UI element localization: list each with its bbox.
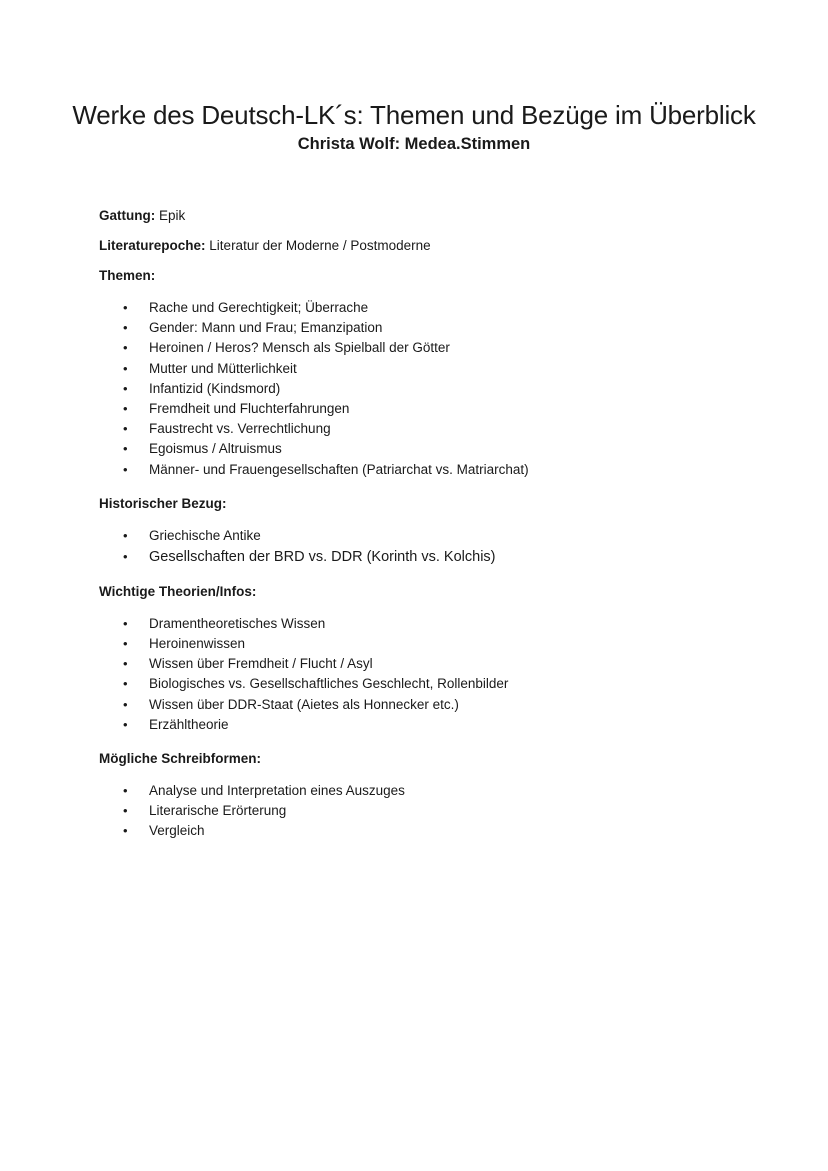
list-item xyxy=(99,546,779,568)
bullet-icon: • xyxy=(123,656,128,672)
writing-forms-heading: Mögliche Schreibformen: xyxy=(99,751,262,766)
genre-value: Epik xyxy=(159,208,186,223)
list-item-text: Biologisches vs. Gesellschaftliches Geschlecht, Rollenbilder xyxy=(149,676,509,692)
list-item-text: Infantizid (Kindsmord) xyxy=(149,380,281,396)
list-item xyxy=(99,801,779,821)
list-item xyxy=(99,399,779,419)
bullet-icon: • xyxy=(123,300,128,315)
genre-label: Gattung: xyxy=(99,208,156,223)
themes-list xyxy=(99,298,779,480)
list-item-text: Dramentheoretisches Wissen xyxy=(149,615,326,631)
list-item-text: Heroinen / Heros? Mensch als Spielball der Götter xyxy=(149,340,450,356)
bullet-icon: • xyxy=(123,320,128,336)
list-item-text: Gesellschaften der BRD vs. DDR (Korinth vs. Kolchis) xyxy=(149,548,496,565)
bullet-icon: • xyxy=(123,441,128,457)
epoch-value: Literatur der Moderne / Postmoderne xyxy=(209,238,431,253)
list-item-text: Mutter und Mütterlichkeit xyxy=(149,360,297,376)
bullet-icon: • xyxy=(123,803,128,819)
list-item xyxy=(99,318,779,338)
bullet-icon: • xyxy=(123,615,128,631)
theories-list xyxy=(99,614,779,735)
document-content xyxy=(99,207,779,842)
list-item-text: Egoismus / Altruismus xyxy=(149,441,282,457)
list-item-text: Männer- und Frauengesellschaften (Patriarchat vs. Matriarchat) xyxy=(149,461,529,477)
list-item-text: Wissen über Fremdheit / Flucht / Asyl xyxy=(149,656,373,672)
list-item xyxy=(99,715,779,735)
bullet-icon: • xyxy=(123,461,128,477)
bullet-icon: • xyxy=(123,783,128,798)
list-item xyxy=(99,460,779,480)
list-item-text: Faustrecht vs. Verrechtlichung xyxy=(149,421,331,437)
bullet-icon: • xyxy=(123,823,128,839)
historical-heading: Historischer Bezug: xyxy=(99,495,227,511)
list-item xyxy=(99,674,779,694)
list-item xyxy=(99,439,779,459)
list-item xyxy=(99,526,779,546)
list-item xyxy=(99,695,779,715)
historical-list xyxy=(99,526,779,568)
list-item-text: Fremdheit und Fluchterfahrungen xyxy=(149,400,350,416)
bullet-icon: • xyxy=(123,340,128,356)
list-item xyxy=(99,338,779,358)
list-item xyxy=(99,298,779,318)
list-item-text: Analyse und Interpretation eines Auszuges xyxy=(149,783,405,798)
bullet-icon: • xyxy=(123,400,128,416)
epoch-label: Literaturepoche: xyxy=(99,238,206,253)
list-item xyxy=(99,654,779,674)
theories-heading: Wichtige Theorien/Infos: xyxy=(99,583,257,599)
list-item-text: Heroinenwissen xyxy=(149,636,246,652)
list-item-text: Literarische Erörterung xyxy=(149,803,287,819)
list-item-text: Rache und Gerechtigkeit; Überrache xyxy=(149,300,369,315)
bullet-icon: • xyxy=(123,716,128,732)
bullet-icon: • xyxy=(123,696,128,712)
page-title: Werke des Deutsch-LK´s: Themen und Bezüge im Überblick xyxy=(72,100,756,130)
list-item xyxy=(99,379,779,399)
bullet-icon: • xyxy=(123,527,128,543)
list-item xyxy=(99,359,779,379)
list-item-text: Vergleich xyxy=(149,823,205,839)
bullet-icon: • xyxy=(123,380,128,396)
list-item xyxy=(99,634,779,654)
bullet-icon: • xyxy=(123,360,128,376)
list-item-text: Gender: Mann und Frau; Emanzipation xyxy=(149,320,383,336)
list-item xyxy=(99,781,779,801)
list-item-text: Wissen über DDR-Staat (Aietes als Honnecker etc.) xyxy=(149,696,459,712)
list-item xyxy=(99,614,779,634)
bullet-icon: • xyxy=(123,636,128,652)
themes-heading: Themen: xyxy=(99,268,156,283)
writing-forms-list xyxy=(99,781,779,842)
bullet-icon: • xyxy=(123,421,128,437)
list-item-text: Griechische Antike xyxy=(149,527,261,543)
list-item xyxy=(99,821,779,841)
bullet-icon: • xyxy=(123,676,128,692)
list-item xyxy=(99,419,779,439)
bullet-icon: • xyxy=(123,548,128,564)
page-subtitle: Christa Wolf: Medea.Stimmen xyxy=(297,135,531,153)
list-item-text: Erzähltheorie xyxy=(149,716,229,732)
genre-field xyxy=(99,207,779,225)
epoch-field xyxy=(99,237,779,255)
